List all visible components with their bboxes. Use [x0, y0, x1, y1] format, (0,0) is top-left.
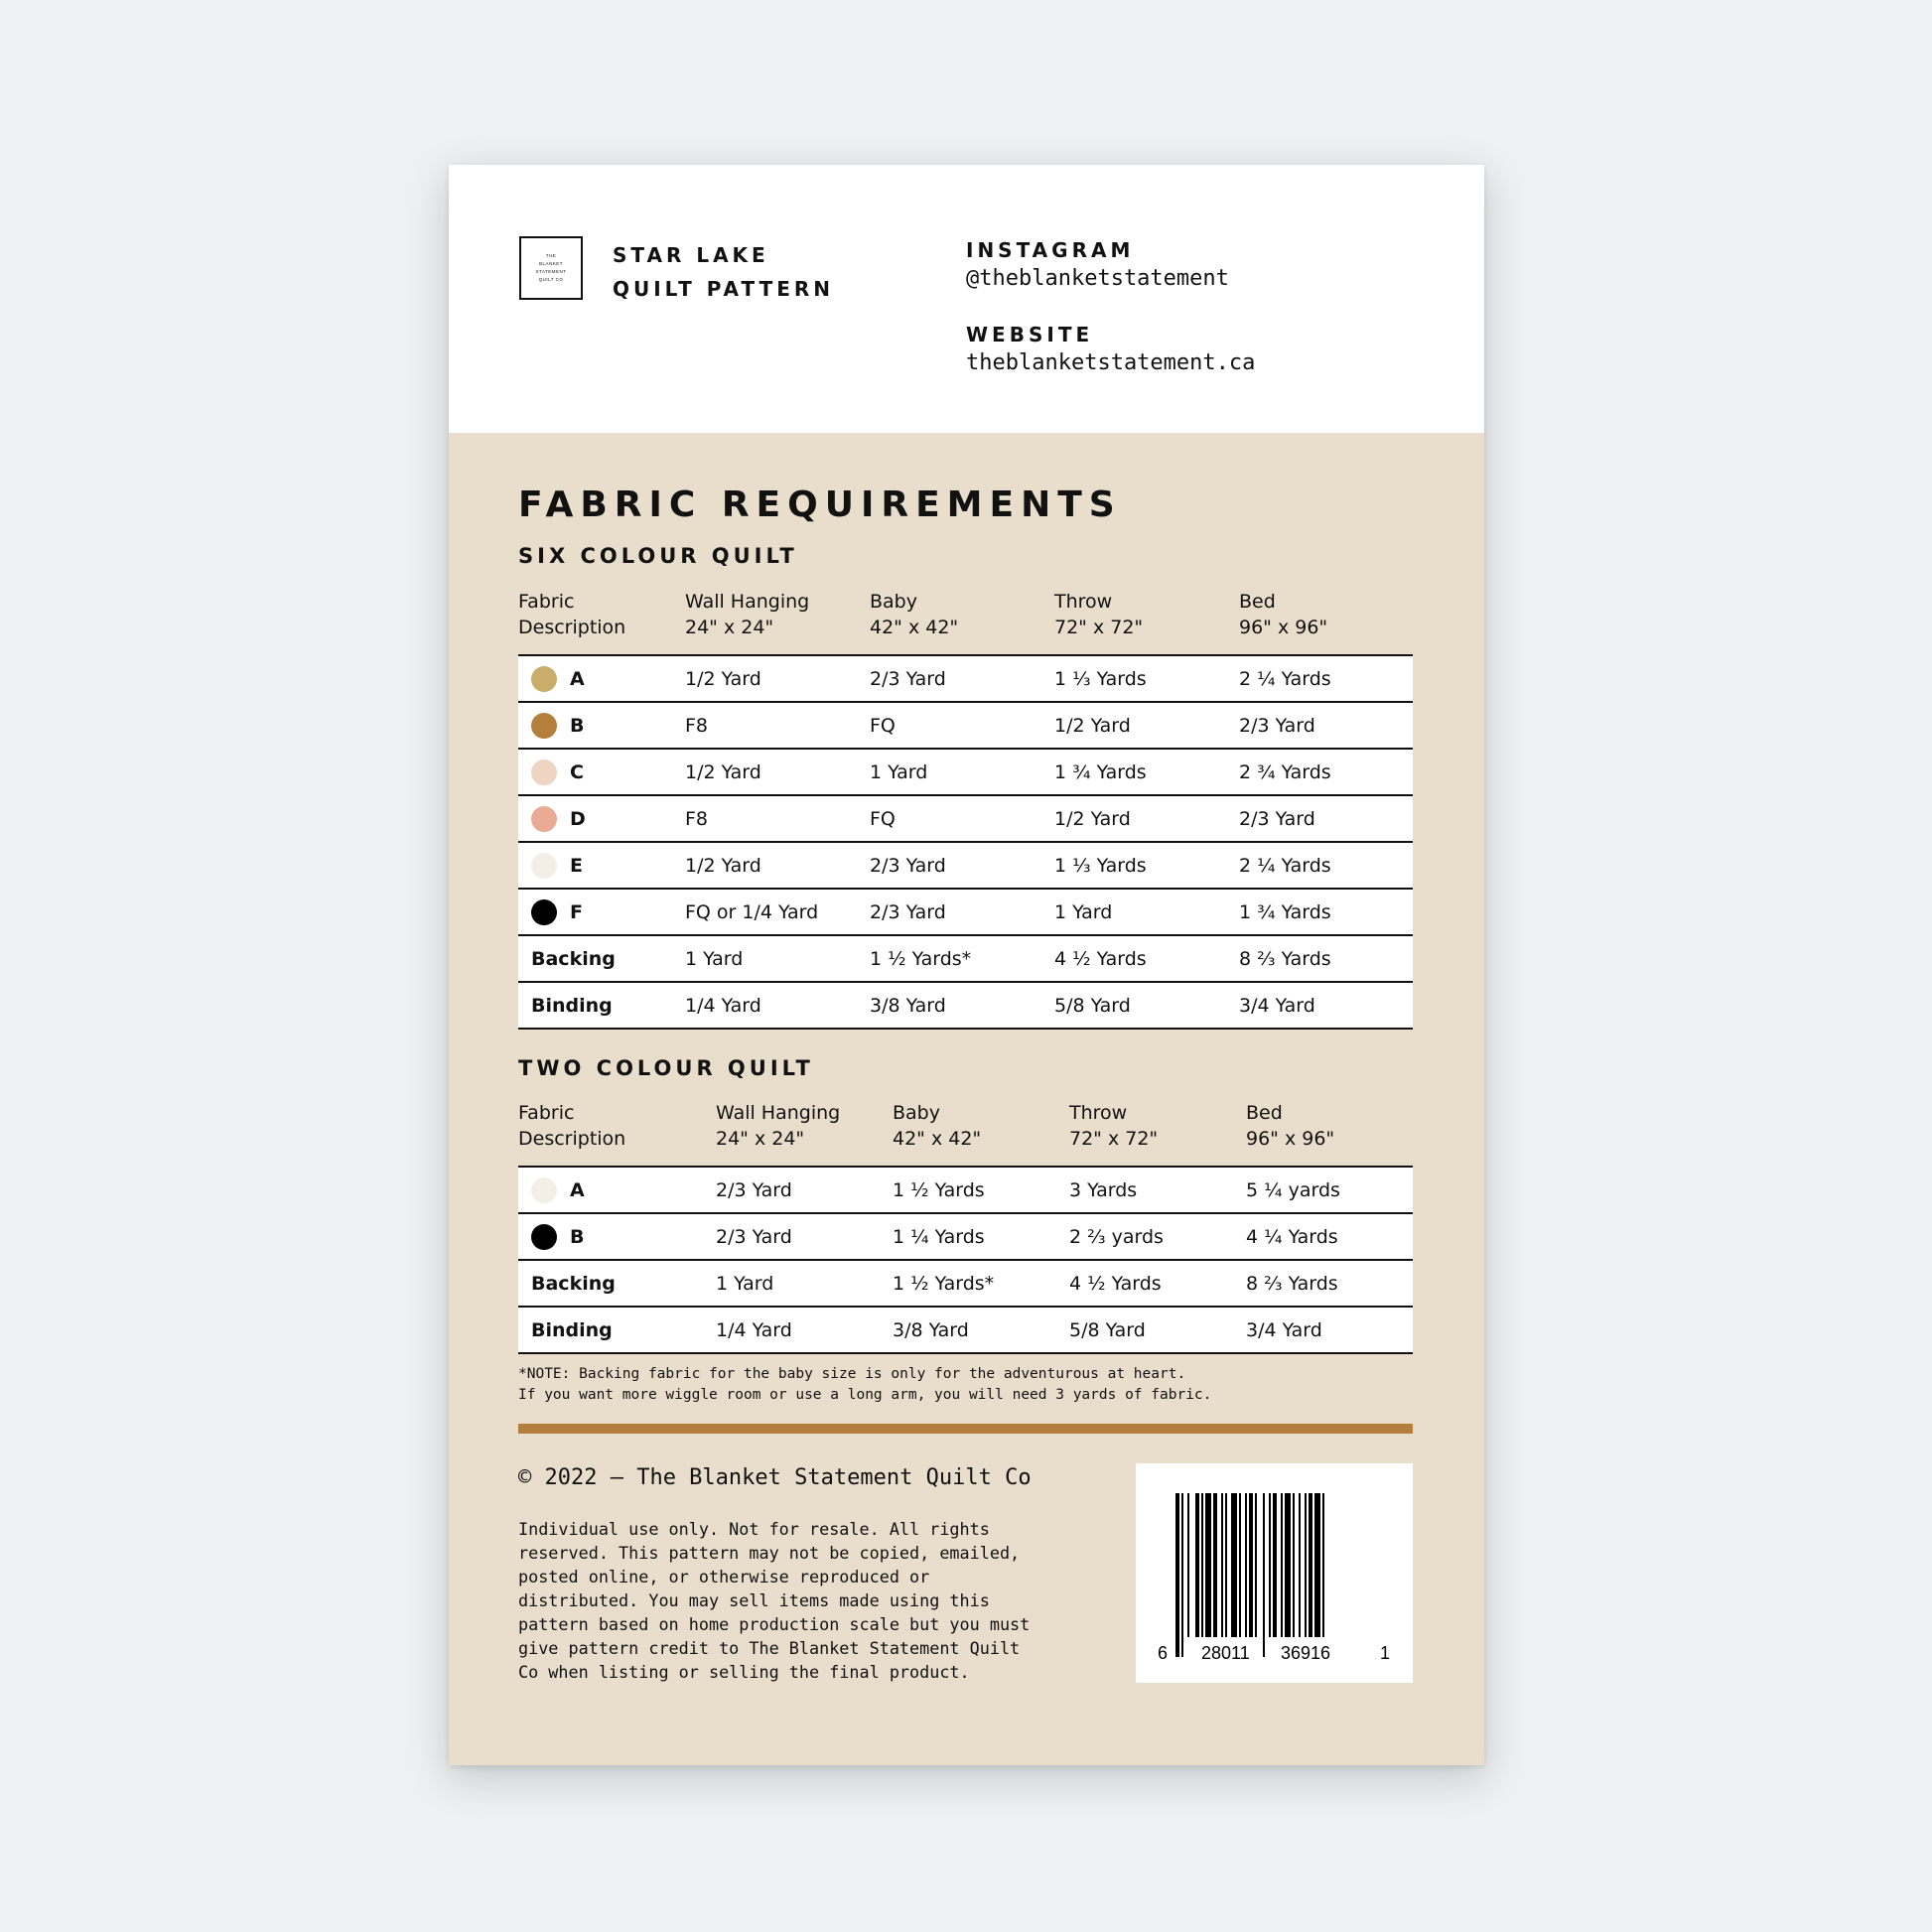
fabric-swatch — [531, 1224, 557, 1250]
yardage-cell: 1 ½ Yards — [893, 1167, 1069, 1213]
table-row — [518, 1260, 1413, 1307]
yardage-cell: 3/8 Yard — [870, 982, 1054, 1029]
table-row — [518, 1213, 1413, 1260]
barcode-graphic — [1136, 1463, 1413, 1683]
fabric-label: D — [570, 807, 586, 830]
yardage-cell: 3 Yards — [1069, 1167, 1246, 1213]
fabric-swatch — [531, 713, 557, 739]
fabric-label: B — [570, 1225, 585, 1248]
barcode-bar — [1205, 1493, 1211, 1637]
yardage-cell: FQ or 1/4 Yard — [685, 889, 870, 935]
barcode-bar — [1281, 1493, 1283, 1637]
yardage-cell: 3/4 Yard — [1239, 982, 1413, 1029]
yardage-cell: 1 ⅓ Yards — [1054, 655, 1239, 702]
column-header: Bed 96" x 96" — [1239, 589, 1413, 655]
table-row — [518, 1167, 1413, 1213]
column-header: Baby 42" x 42" — [893, 1100, 1069, 1167]
yardage-cell: 1 ½ Yards* — [893, 1260, 1069, 1307]
yardage-cell: 1 ¾ Yards — [1239, 889, 1413, 935]
barcode-bar — [1269, 1493, 1271, 1637]
fabric-cell — [518, 842, 685, 889]
table-row — [518, 935, 1413, 982]
barcode-digit-1: 28011 — [1201, 1643, 1250, 1663]
table-row — [518, 795, 1413, 842]
barcode-bar — [1213, 1493, 1217, 1637]
table-row — [518, 1307, 1413, 1353]
yardage-cell: 1/2 Yard — [685, 749, 870, 795]
fabric-swatch — [531, 666, 557, 692]
fabric-label: B — [570, 714, 585, 737]
fabric-cell — [518, 702, 685, 749]
yardage-cell: 1 Yard — [1054, 889, 1239, 935]
fabric-label: C — [570, 760, 584, 783]
yardage-cell: 1/2 Yard — [1054, 702, 1239, 749]
barcode-bar — [1221, 1493, 1223, 1637]
barcode-bar — [1231, 1493, 1237, 1637]
fabric-label: A — [570, 1178, 585, 1201]
yardage-cell: 1 ¼ Yards — [893, 1213, 1069, 1260]
yardage-cell: 4 ½ Yards — [1069, 1260, 1246, 1307]
yardage-cell: 1 Yard — [716, 1260, 893, 1307]
fabric-cell — [518, 935, 685, 982]
yardage-cell: F8 — [685, 795, 870, 842]
instagram-handle: @theblanketstatement — [966, 266, 1229, 291]
yardage-cell: 4 ½ Yards — [1054, 935, 1239, 982]
yardage-cell: 2/3 Yard — [870, 655, 1054, 702]
barcode-bar — [1225, 1493, 1227, 1637]
yardage-cell: 2 ¾ Yards — [1239, 749, 1413, 795]
legal-text: Individual use only. Not for resale. All rights reserved. This pattern may not be copied, emailed, posted online, or otherwise reproduced or distributed. You may sell items made using this pattern based on home production scale but you must give pattern credit to The Blanket Statement Quilt Co when listing or selling the final product. — [518, 1519, 1031, 1682]
yardage-cell: 1/2 Yard — [685, 655, 870, 702]
header-panel — [449, 165, 1484, 433]
barcode-bar — [1309, 1493, 1312, 1637]
column-header: Wall Hanging 24" x 24" — [685, 589, 870, 655]
yardage-cell: 8 ⅔ Yards — [1239, 935, 1413, 982]
fabric-swatch — [531, 1177, 557, 1203]
fabric-label: Backing — [531, 1272, 616, 1295]
fabric-swatch — [531, 899, 557, 925]
yardage-cell: 2 ⅔ yards — [1069, 1213, 1246, 1260]
yardage-cell: FQ — [870, 702, 1054, 749]
table-row — [518, 702, 1413, 749]
yardage-cell: 5/8 Yard — [1069, 1307, 1246, 1353]
barcode-bar — [1293, 1493, 1295, 1637]
barcode-digit-0: 6 — [1158, 1643, 1169, 1663]
column-header: Throw 72" x 72" — [1069, 1100, 1246, 1167]
fabric-cell — [518, 655, 685, 702]
fabric-swatch — [531, 806, 557, 832]
yardage-cell: 3/8 Yard — [893, 1307, 1069, 1353]
pattern-title: STAR LAKE QUILT PATTERN — [613, 243, 835, 301]
yardage-cell: 2/3 Yard — [870, 889, 1054, 935]
barcode-digit-3: 1 — [1380, 1643, 1391, 1663]
barcode-bar — [1245, 1493, 1247, 1637]
fabric-label: A — [570, 667, 585, 690]
fabric-cell — [518, 749, 685, 795]
column-header: Fabric Description — [518, 1100, 716, 1167]
backing-note: *NOTE: Backing fabric for the baby size is only for the adventurous at heart. If you want more wiggle room or use a long arm, you will need 3 yards of fabric. — [518, 1366, 1212, 1403]
yardage-cell: 2/3 Yard — [716, 1167, 893, 1213]
yardage-cell: 1 Yard — [870, 749, 1054, 795]
barcode-bar — [1175, 1493, 1179, 1657]
fabric-label: Binding — [531, 994, 613, 1017]
barcode-bar — [1181, 1493, 1183, 1657]
barcode — [1136, 1463, 1413, 1683]
fabric-cell — [518, 889, 685, 935]
fabric-label: Binding — [531, 1318, 613, 1341]
yardage-cell: 3/4 Yard — [1246, 1307, 1413, 1353]
fabric-label: Backing — [531, 947, 616, 970]
yardage-cell: 4 ¼ Yards — [1246, 1213, 1413, 1260]
column-header: Fabric Description — [518, 589, 685, 655]
fabric-cell — [518, 982, 685, 1029]
two-colour-heading: TWO COLOUR QUILT — [518, 1056, 814, 1080]
table-row — [518, 982, 1413, 1029]
fabric-requirements-heading: FABRIC REQUIREMENTS — [518, 484, 1122, 525]
column-header: Baby 42" x 42" — [870, 589, 1054, 655]
yardage-cell: 1/2 Yard — [1054, 795, 1239, 842]
barcode-bar — [1305, 1493, 1307, 1637]
pattern-back-cover — [449, 165, 1484, 1765]
yardage-cell: 2/3 Yard — [716, 1213, 893, 1260]
table-row — [518, 749, 1413, 795]
barcode-bar — [1263, 1493, 1265, 1657]
barcode-bar — [1195, 1493, 1199, 1637]
barcode-bar — [1299, 1493, 1301, 1637]
yardage-cell: 8 ⅔ Yards — [1246, 1260, 1413, 1307]
two-colour-table — [518, 1100, 1413, 1354]
barcode-bar — [1255, 1493, 1257, 1637]
barcode-bar — [1249, 1493, 1253, 1637]
yardage-cell: 2/3 Yard — [870, 842, 1054, 889]
barcode-bar — [1187, 1493, 1189, 1637]
column-header: Throw 72" x 72" — [1054, 589, 1239, 655]
column-header: Wall Hanging 24" x 24" — [716, 1100, 893, 1167]
yardage-cell: 1 ¾ Yards — [1054, 749, 1239, 795]
yardage-cell: 1 Yard — [685, 935, 870, 982]
barcode-bar — [1239, 1493, 1241, 1637]
barcode-bar — [1201, 1493, 1203, 1637]
yardage-cell: 1/4 Yard — [716, 1307, 893, 1353]
barcode-bar — [1273, 1493, 1277, 1637]
barcode-digit-2: 36916 — [1281, 1643, 1331, 1663]
yardage-cell: 2/3 Yard — [1239, 795, 1413, 842]
barcode-bar — [1285, 1493, 1291, 1637]
brand-logo: THE BLANKET STATEMENT QUILT CO — [519, 236, 583, 300]
fabric-cell — [518, 795, 685, 842]
table-row — [518, 842, 1413, 889]
yardage-cell: 2/3 Yard — [1239, 702, 1413, 749]
yardage-cell: 1/2 Yard — [685, 842, 870, 889]
fabric-cell — [518, 1167, 716, 1213]
yardage-cell: 5 ¼ yards — [1246, 1167, 1413, 1213]
column-header: Bed 96" x 96" — [1246, 1100, 1413, 1167]
website-label: WEBSITE — [966, 323, 1094, 346]
barcode-bar — [1322, 1493, 1324, 1637]
yardage-cell: 2 ¼ Yards — [1239, 655, 1413, 702]
instagram-label: INSTAGRAM — [966, 238, 1135, 262]
table-row — [518, 655, 1413, 702]
fabric-cell — [518, 1213, 716, 1260]
divider-bar — [518, 1424, 1413, 1434]
yardage-cell: FQ — [870, 795, 1054, 842]
fabric-swatch — [531, 759, 557, 785]
website-url: theblanketstatement.ca — [966, 350, 1256, 375]
barcode-bar — [1314, 1493, 1320, 1637]
copyright: © 2022 – The Blanket Statement Quilt Co — [518, 1465, 1032, 1490]
six-colour-table — [518, 589, 1413, 1030]
fabric-cell — [518, 1260, 716, 1307]
yardage-cell: 1 ⅓ Yards — [1054, 842, 1239, 889]
table-row — [518, 889, 1413, 935]
yardage-cell: F8 — [685, 702, 870, 749]
contact-block — [966, 238, 1255, 375]
fabric-swatch — [531, 853, 557, 879]
six-colour-heading: SIX COLOUR QUILT — [518, 544, 798, 568]
fabric-cell — [518, 1307, 716, 1353]
yardage-cell: 2 ¼ Yards — [1239, 842, 1413, 889]
yardage-cell: 1/4 Yard — [685, 982, 870, 1029]
yardage-cell: 5/8 Yard — [1054, 982, 1239, 1029]
fabric-label: F — [570, 900, 583, 923]
fabric-label: E — [570, 854, 583, 877]
yardage-cell: 1 ½ Yards* — [870, 935, 1054, 982]
